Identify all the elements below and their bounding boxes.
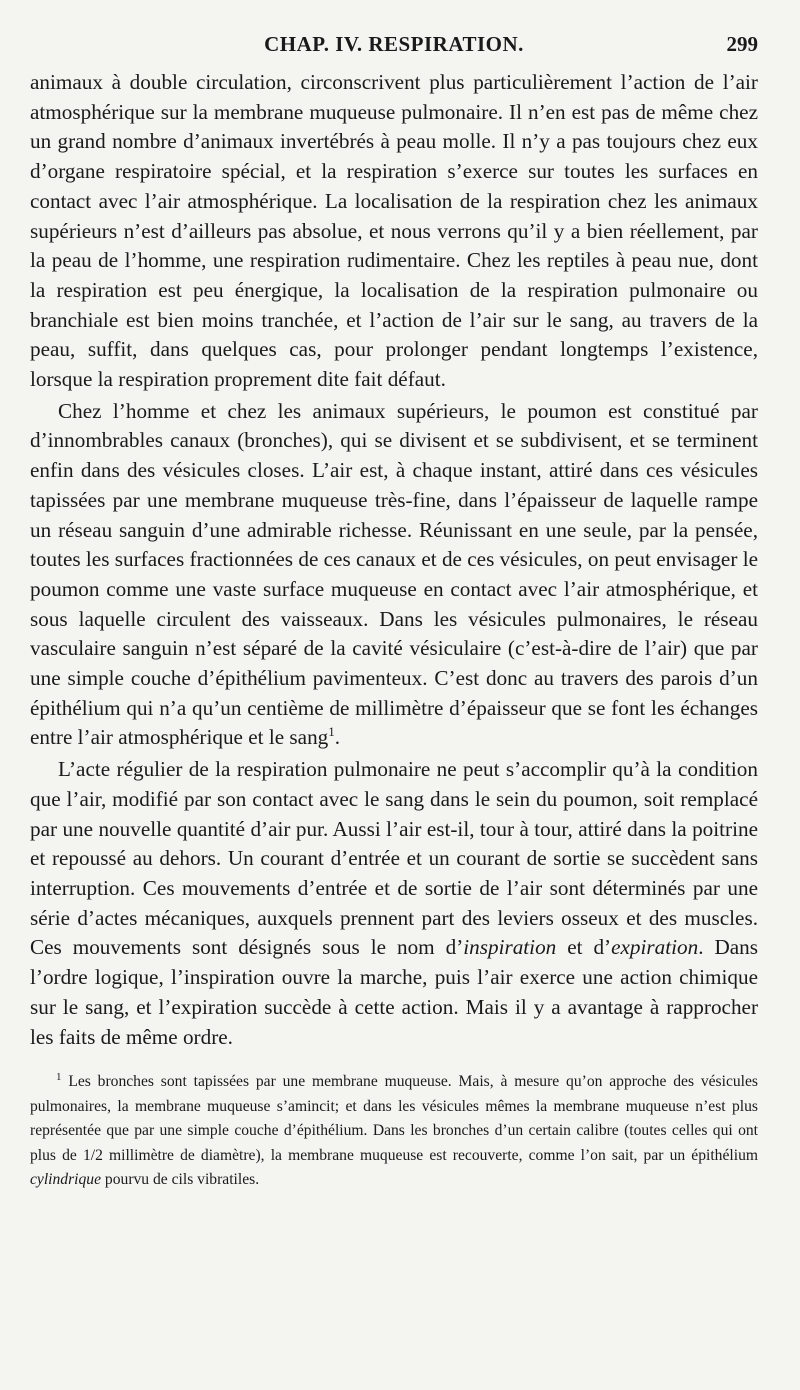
page-header (30, 28, 758, 68)
italic-term: cylindrique (30, 1171, 102, 1189)
page-number: 299 (726, 32, 758, 56)
text-run: Chez l’homme et chez les animaux supérieurs, le poumon est constitué par d’innombrables canaux (bronches), qui se divisent et se subdivisent, et se terminent enfin dans des vésicules closes. L’air est, à chaque instant, attiré dans ces vésicules tapissées par une membrane muqueuse très-fine, dans l’épaisseur de laquelle rampe un réseau sanguin d’une admirable richesse. Réunissant en une seule, par la pensée, toutes les surfaces fractionnées de ces canaux et de ces vésicules, on peut envisager le poumon comme une vaste surface muqueuse en contact avec l’air atmosphérique, et sous laquelle circulent des vaisseaux. Dans les vésicules pulmonaires, le réseau vasculaire sanguin n’est séparé de la cavité vésiculaire (c’est-à-dire de l’air) que par une simple couche d’épithélium pavimenteux. C’est donc au travers des parois d’un épithélium qui n’a qu’un centième de millimètre d’épaisseur que se font les échanges entre l’air atmosphérique et le sang (30, 398, 758, 750)
text-run: et d’ (556, 935, 612, 960)
paragraph (30, 68, 758, 395)
paragraph (30, 755, 758, 1052)
body-text (30, 68, 758, 1052)
text-run: L’acte régulier de la respiration pulmonaire ne peut s’accomplir qu’à la condition que l’air, modifié par son contact avec le sang dans le sein du poumon, soit remplacé par une nouvelle quantité d’air pur. Aussi l’air est-il, tour à tour, attiré dans la poitrine et repoussé au dehors. Un courant d’entrée et un courant de sortie se succèdent sans interruption. Ces mouvements d’entrée et de sortie de l’air sont déterminés par une série d’actes mécaniques, auxquels prennent part des leviers osseux et des muscles. Ces mouvements sont désignés sous le nom d’ (30, 757, 758, 960)
footnote (30, 1070, 758, 1193)
running-head: CHAP. IV. RESPIRATION. (264, 32, 524, 56)
paragraph (30, 397, 758, 753)
text-run: animaux à double circulation, circonscrivent plus particulièrement l’action de l’air atmosphérique sur la membrane muqueuse pulmonaire. Il n’en est pas de même chez un grand nombre d’animaux invertébrés à peau molle. Il n’y a pas toujours chez eux d’organe respiratoire spécial, et la respiration s’exerce sur toutes les surfaces en contact avec l’air atmosphérique. La localisation de la respiration chez les animaux supérieurs n’est d’ailleurs pas absolue, et nous verrons qu’il y a bien réellement, par la peau de l’homme, une respiration rudimentaire. Chez les reptiles à peau nue, dont la respiration est peu énergique, la localisation de la respiration pulmonaire ou branchiale est bien moins tranchée, et l’action de l’air sur le sang, au travers de la peau, suffit, dans quelques cas, pour prolonger pendant longtemps l’existence, lorsque la respiration proprement dite fait défaut. (30, 70, 758, 392)
footnote-reference: 1 (328, 724, 335, 740)
italic-term: inspiration (463, 935, 557, 960)
text-run: Les bronches sont tapissées par une membrane muqueuse. Mais, à mesure qu’on approche des vésicules pulmonaires, la membrane muqueuse s’amincit; et dans les vésicules mêmes la membrane muqueuse n’est plus représentée que par une simple couche d’épithélium. Dans les bronches d’un certain calibre (toutes celles qui ont plus de 1/2 millimètre de diamètre), la membrane muqueuse est recouverte, comme l’on sait, par un épithélium (30, 1073, 758, 1164)
italic-term: expiration (611, 935, 699, 960)
footnote-marker: 1 (56, 1071, 62, 1084)
footnotes (30, 1070, 758, 1193)
text-run: pourvu de cils vibratiles. (101, 1171, 260, 1189)
text-run: . Dans l’ordre logique, l’inspiration ouvre la marche, puis l’air exerce une action chimique sur le sang, et l’expiration succède à cette action. Mais il y a avantage à rapprocher les faits de même ordre. (30, 935, 758, 1049)
text-run: . (334, 725, 341, 750)
